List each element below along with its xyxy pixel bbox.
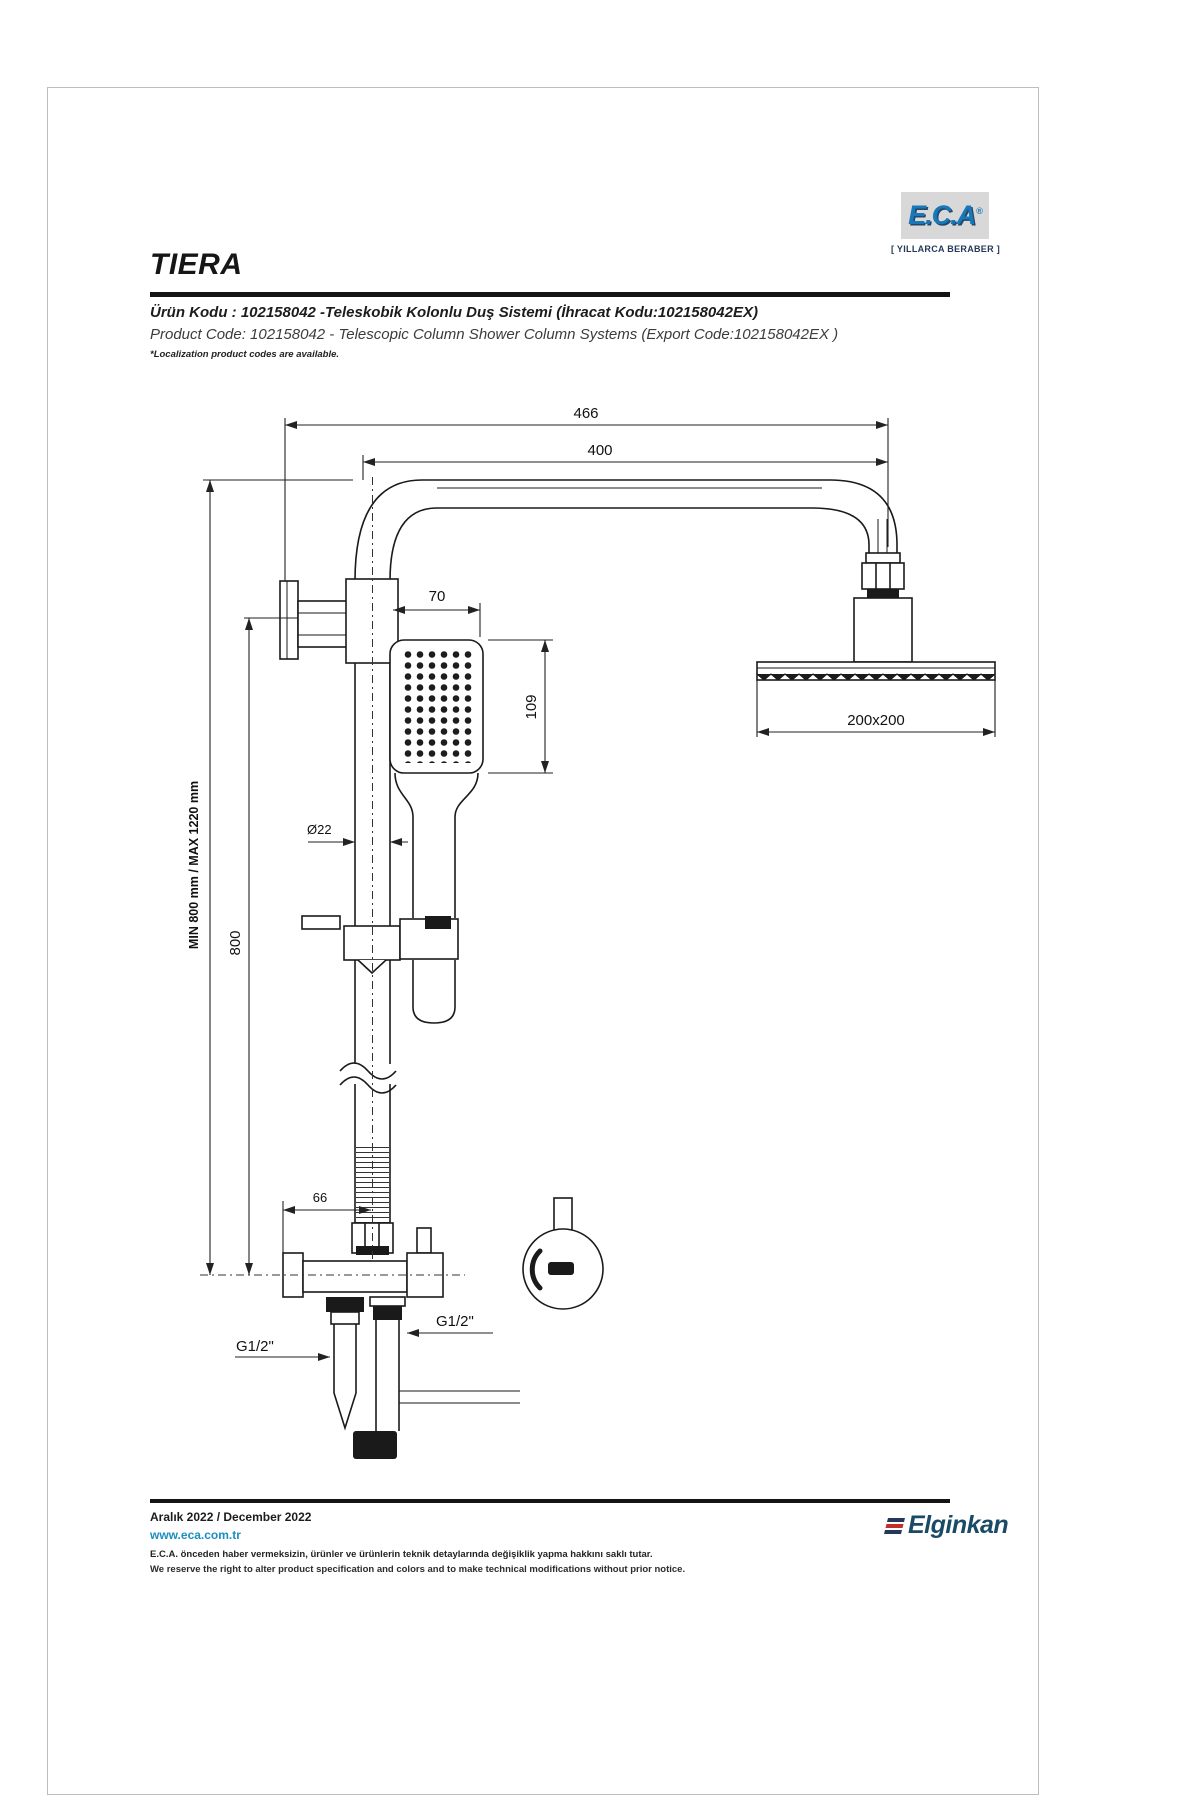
eca-logo [901,192,989,239]
label-outlet-left [235,1338,330,1357]
disclaimer-tr: E.C.A. önceden haber vermeksizin, ürünler ve ürünlerin teknik detaylarında değişiklik yapma hakkını saklı tutar. [150,1549,653,1560]
dimension-800 [227,618,298,1275]
center-lines [200,477,465,1275]
eca-logo-text: E.C.A® [908,200,982,230]
dim-label-min-max: MIN 800 mm / MAX 1220 mm [187,780,201,950]
dimension-400 [363,442,888,480]
pipe-break-symbol [340,1063,397,1093]
localization-note: *Localization product codes are available. [150,349,340,360]
eca-tagline: [ YILLARCA BERABER ] [891,244,1000,254]
dimension-466 [285,405,888,581]
page-title: TIERA [150,248,243,281]
dim-label-70: 70 [428,588,446,605]
elginkan-logo [886,1511,1008,1540]
dimension-109 [488,640,553,773]
diverter-knob-detail [523,1198,603,1309]
mixer-body [283,1223,443,1297]
disclaimer-en: We reserve the right to alter product specification and colors and to make technical modifications without prior notice. [150,1564,686,1575]
footer-rule [150,1499,950,1503]
dim-label-g12-right: G1/2" [436,1313,474,1330]
dim-label-66: 66 [312,1190,328,1205]
dim-label-466: 466 [573,405,599,422]
dimension-200x200 [757,712,995,732]
dim-label-200x200: 200x200 [847,712,905,729]
wall-bracket [280,579,398,663]
dimension-70 [393,588,480,637]
product-code-tr: Ürün Kodu : 102158042 -Teleskobik Kolonlu Duş Sistemi (İhracat Kodu:102158042EX) [150,304,758,321]
registered-mark: ® [976,206,982,216]
label-outlet-right [407,1313,493,1333]
elginkan-wordmark: Elginkan [908,1511,1009,1539]
outlet-fittings [326,1297,520,1459]
dim-label-g12-left: G1/2" [236,1338,274,1355]
dimension-min-max-height [187,480,353,1275]
dim-label-800: 800 [227,930,244,956]
technical-drawing [150,385,1000,1470]
slider-holder [302,916,458,973]
product-code-en: Product Code: 102158042 - Telescopic Column Shower Column Systems (Export Code:102158042EX ) [150,326,839,343]
elginkan-stripes-icon [884,1518,905,1534]
dimension-pipe-diameter [307,822,408,842]
website-link[interactable]: www.eca.com.tr [150,1528,241,1542]
overhead-shower-head [757,553,995,737]
footer-date: Aralık 2022 / December 2022 [150,1510,312,1524]
dim-label-109: 109 [523,694,540,720]
dim-label-400: 400 [587,442,613,459]
hand-shower [390,640,483,1023]
dim-label-diameter: Ø22 [307,822,332,837]
shower-arm [355,480,897,581]
header-rule [150,292,950,297]
